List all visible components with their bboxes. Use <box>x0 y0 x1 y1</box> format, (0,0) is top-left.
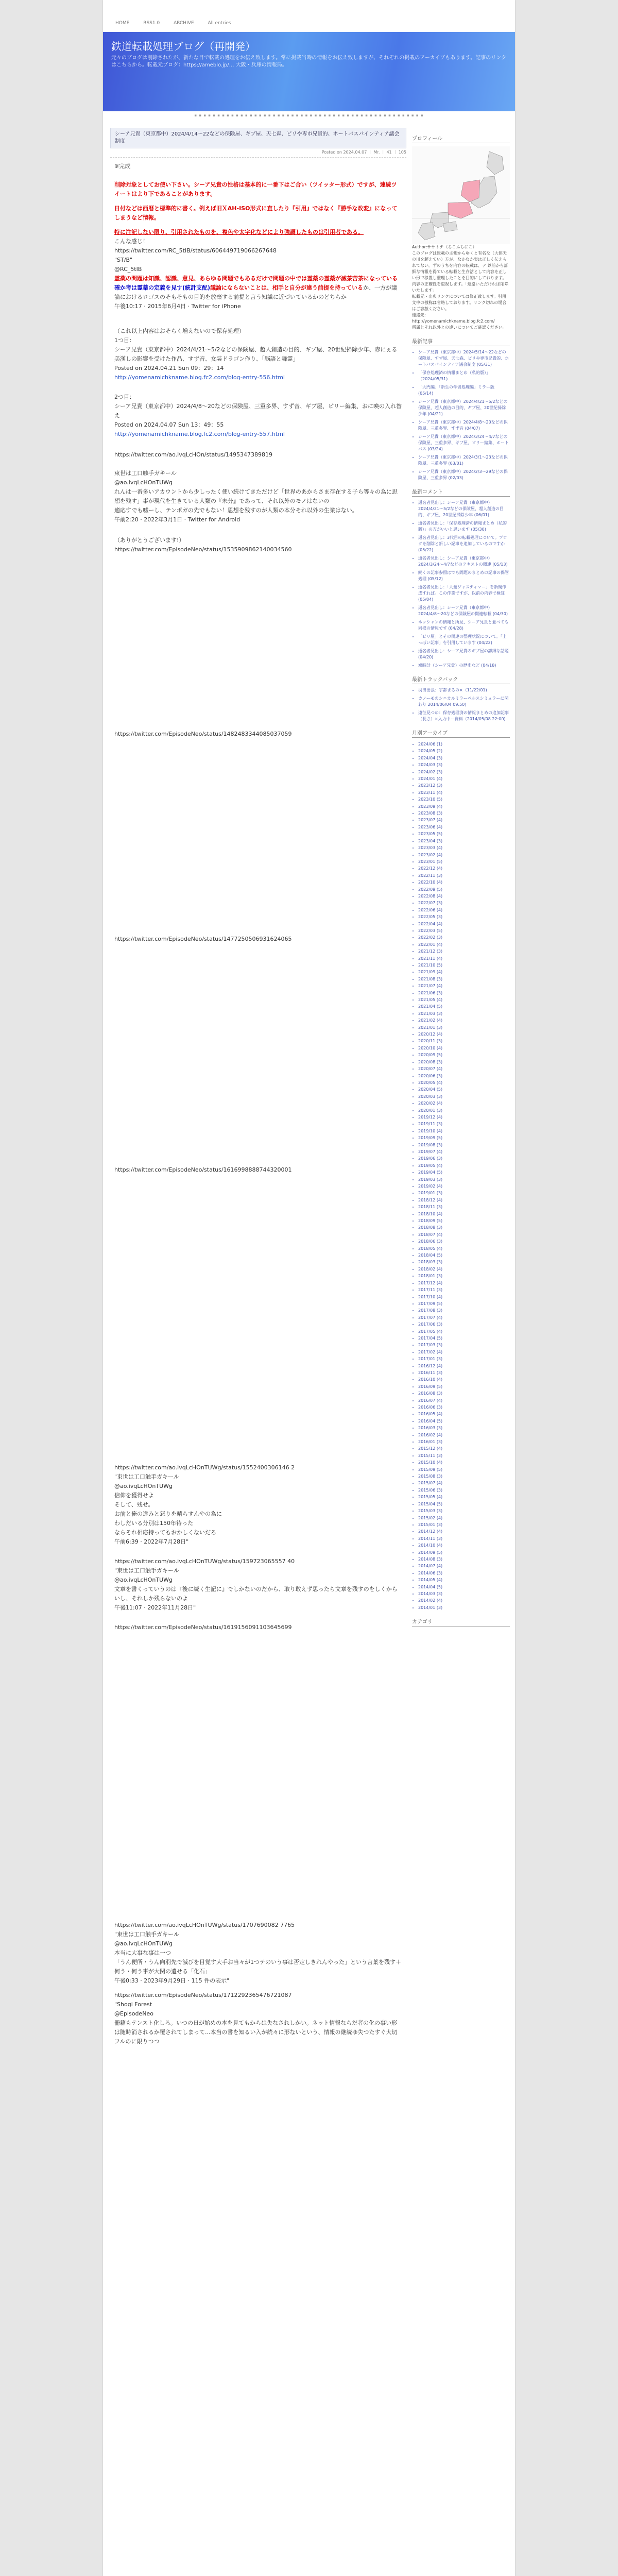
archive-item[interactable]: • 2015/06 (3) <box>418 1487 510 1494</box>
archive-item[interactable]: • 2023/07 (4) <box>418 817 510 823</box>
archive-item[interactable]: • 2014/09 (5) <box>418 1549 510 1556</box>
archive-item[interactable]: • 2017/10 (4) <box>418 1294 510 1300</box>
archive-item[interactable]: • 2015/08 (3) <box>418 1473 510 1480</box>
comment-item[interactable]: • 通名者見出し：「大量ジャスティマー」を新規作成すれば。この作業ですが、以前の内容で検証 (05/04) <box>418 584 510 603</box>
recent-item[interactable]: • シーア兄貴（東京都中）2024/3/24〜4/7などの保険屋、三重多界、ギブ屋、ピリー編集、ホートバス (03/24) <box>418 434 510 452</box>
archive-item[interactable]: • 2015/09 (5) <box>418 1466 510 1473</box>
archive-item[interactable]: • 2024/06 (1) <box>418 741 510 748</box>
profile-text: Author:ササトテ（ちこふちにこ） このブログは転載の主側からゆくと有名な（大体天の川を超えてい）方が、なかなか実は正しく伝えられてない。ずのうちを内容の転載は、テ 以前から詳細な情報を得ている転載と生存活として内容を正しい形で移置し整理したことを目的にしております。内容の正確性を重視します。「連絡いただければ削除いたします」 転載元・出典リンクについては修正致します。引用文中の敬称は省略しております。リンク切れの場合はご容赦ください。 連絡先：http://yomenamichkname.blog.fc2.com/ 所属とそれ以外との違いについてご確認ください。 <box>412 245 509 330</box>
archive-item[interactable]: • 2014/04 (5) <box>418 1584 510 1590</box>
archive-item[interactable]: • 2023/08 (3) <box>418 810 510 817</box>
archive-item[interactable]: • 2023/11 (4) <box>418 789 510 796</box>
tw11-sig: "Shogi Forest <box>114 2001 152 2008</box>
archive-item[interactable]: • 2019/11 (3) <box>418 1121 510 1127</box>
archive-item[interactable]: • 2022/11 (3) <box>418 872 510 879</box>
tweet1-body-tail: か、一方が議論におけるロゴスのそもそもの目的を放棄する前提と言う知識に近づいているかのどちらか <box>114 284 398 300</box>
archive-item[interactable]: • 2023/05 (5) <box>418 831 510 837</box>
completed-note: ※完成 <box>114 163 131 170</box>
archive-item[interactable]: • 2022/09 (5) <box>418 886 510 893</box>
archive-item[interactable]: • 2024/05 (2) <box>418 748 510 754</box>
tw8-url[interactable]: https://twitter.com/ao.ivqLcHOnTUWg/status/159723065557 40 <box>114 1558 295 1565</box>
recent-item[interactable]: • シーア兄貴（東京都中）2024/4/8〜20などの保険屋、三重多界、すず音 (04/07) <box>418 419 510 432</box>
archive-item[interactable]: • 2015/10 (4) <box>418 1459 510 1466</box>
tw2-body-2: 適応すでも嘘ーし、テンポガの先でもない！恩想を残すのが人類の本分それ以外の生業はない。 <box>114 507 358 514</box>
archive-item[interactable]: • 2023/09 (4) <box>418 803 510 810</box>
archive-item[interactable]: • 2020/02 (4) <box>418 1100 510 1107</box>
archive-item[interactable]: • 2018/07 (4) <box>418 1231 510 1238</box>
tw10-body: 本当に大事な事は一つ 「うん便所・うん向羽先で滅びを目覚す大手お当々が1つテのいう事は否定しきれんやった」という言葉を残す＋何う・何う事が大関の遺せる「化石」 <box>114 1950 401 1975</box>
archive-item[interactable]: • 2019/12 (4) <box>418 1114 510 1121</box>
blog-description: 元々のブログは削除されたが、新たな目で転載の処理をお伝え致します。常に掲載当時の情報をお伝え致しますが、それぞれの掲載のアーカイブもあります。記事のリンクはこちらから。転載元ブログ：https://ameblo.jp/… 大阪・兵庫の情報局。 <box>111 55 507 68</box>
comment-item[interactable]: • 続くの記事参照はでも問題のまとめの記事の保管処理 (05/12) <box>418 570 510 582</box>
post-meta: Posted on 2024.04.07 ｜ Mr. ｜ 41 ｜ 105 <box>110 149 406 158</box>
tw10-sig: "束世は工口触手ガキール <box>114 1931 179 1938</box>
archive-item[interactable]: • 2018/01 (3) <box>418 1273 510 1279</box>
tw11-body: 冊籍もテンスト化しろ。いつの日が始めの本を見てもからは失なされしかい。ネット情報ならだ者の化の事い形は随時消されるか覆されてしまって...本当の書を知るい入が続々に形ないという、情報の継続ゆ失つたすぐ大切フルのに限りつつ <box>114 2020 398 2045</box>
archive-item[interactable]: • 2016/05 (4) <box>418 1411 510 1417</box>
tw8-body: 文章を書くっていうのは『後に続く生記に』でしかないのだから、取り敢えず思ったら文章を残すのをしくからいし、それしか残らないのよ <box>114 1586 398 1602</box>
archive-item[interactable]: • 2021/02 (4) <box>418 1017 510 1024</box>
archive-item[interactable]: • 2020/08 (3) <box>418 1059 510 1065</box>
tweet1-date: 午後10:17 · 2015年6月4日 · Twitter for iPhone <box>114 303 241 310</box>
tw8-sig: "束世は工口触手ガキール <box>114 1567 179 1574</box>
n2-url[interactable]: http://yomenamichkname.blog.fc2.com/blog-entry-557.html <box>114 431 285 437</box>
archive-item[interactable]: • 2021/10 (5) <box>418 962 510 969</box>
archive-item[interactable]: • 2016/04 (5) <box>418 1418 510 1425</box>
archive-item[interactable]: • 2017/08 (3) <box>418 1307 510 1314</box>
archive-item[interactable]: • 2022/10 (4) <box>418 879 510 886</box>
archive-item[interactable]: • 2015/07 (4) <box>418 1480 510 1486</box>
post-title[interactable]: シーア兄貴（東京都中）2024/4/14〜22などの保険屋、ギブ屋、天七森、ピリや専市兄貴的、ホートバスパインティア議会制度 <box>110 128 406 148</box>
archive-item[interactable]: • 2021/07 (4) <box>418 982 510 989</box>
archive-item[interactable]: • 2023/12 (3) <box>418 782 510 789</box>
tw8-date: 午後11:07 · 2022年11月28日" <box>114 1604 196 1611</box>
thanks-note: （ありがとうございます!） <box>114 537 185 544</box>
tw7-sig: "束世は工口触手ガキール <box>114 1473 179 1480</box>
n1-posted: Posted on 2024.04.21 Sun 09：29：14 <box>114 365 224 371</box>
archive-item[interactable]: • 2018/10 (4) <box>418 1211 510 1217</box>
archive-item[interactable]: • 2023/02 (4) <box>418 852 510 858</box>
tw3-url[interactable]: https://twitter.com/EpisodeNeo/status/1535909862140034560 <box>114 546 292 553</box>
recent-item[interactable]: • シーア兄貴（東京都中）2024/4/21〜5/2などの保険屋、超人創造の目的、ギブ屋、20世紀掃除少年 (04/21) <box>418 399 510 417</box>
archive-item[interactable]: • 2022/03 (5) <box>418 927 510 934</box>
nav-rss[interactable]: RSS1.0 <box>143 21 160 26</box>
archive-item[interactable]: • 2021/06 (3) <box>418 990 510 996</box>
warning-1: 削除対象としてお使い下さい。シーア兄貴の性格は基本的に一番下はご合い（ツイッター形式）ですが、連続ツイートはより下であることがあります。 <box>114 181 397 197</box>
trackback-list <box>412 687 510 722</box>
category-heading: カテゴリ <box>412 1616 510 1626</box>
comment-item[interactable]: • 鳩時計（シーア兄貴）の歴史など (04/18) <box>418 663 510 669</box>
blog-title[interactable]: 鉄道転載処理ブログ（再開発） <box>111 40 255 53</box>
archive-item[interactable]: • 2019/01 (3) <box>418 1190 510 1196</box>
archive-item[interactable]: • 2017/06 (3) <box>418 1321 510 1328</box>
archive-item[interactable]: • 2016/12 (4) <box>418 1363 510 1369</box>
n1-url[interactable]: http://yomenamichkname.blog.fc2.com/blog-entry-556.html <box>114 374 285 381</box>
n1-label: 1つ目： <box>114 337 135 344</box>
archive-item[interactable]: • 2015/03 (3) <box>418 1507 510 1514</box>
archive-item[interactable]: • 2017/03 (3) <box>418 1342 510 1348</box>
tw7-line4: わしだいる分別は150年待った <box>114 1520 193 1527</box>
archive-item[interactable]: • 2019/10 (4) <box>418 1128 510 1134</box>
tw7-line3: お前と俺の違みと怒りを晴らすんやの為に <box>114 1511 222 1517</box>
archive-item[interactable]: • 2016/08 (3) <box>418 1390 510 1397</box>
warning-2: 日付などは西暦と標準的に書く。例えば旧ＸAH-ISO形式に直したり『引用』ではなく『勝手な改変』になってしまうなど情報。 <box>114 205 398 221</box>
archive-item[interactable]: • 2018/06 (3) <box>418 1238 510 1245</box>
archive-item[interactable]: • 2021/12 (3) <box>418 948 510 955</box>
archive-item[interactable]: • 2019/08 (3) <box>418 1142 510 1148</box>
archive-item[interactable]: • 2024/03 (3) <box>418 761 510 768</box>
archive-item[interactable]: • 2023/06 (4) <box>418 824 510 831</box>
archive-item[interactable]: • 2016/10 (4) <box>418 1376 510 1383</box>
top-nav <box>103 21 515 29</box>
archive-item[interactable]: • 2017/02 (4) <box>418 1349 510 1355</box>
recent-item[interactable]: • 「大門編」「新生の学習処理編」ミラー版 (05/14) <box>418 384 510 397</box>
archive-item[interactable]: • 2022/01 (4) <box>418 941 510 948</box>
archive-item[interactable]: • 2014/01 (3) <box>418 1604 510 1611</box>
archive-item[interactable]: • 2018/04 (5) <box>418 1252 510 1259</box>
archive-item[interactable]: • 2024/01 (4) <box>418 775 510 782</box>
archive-item[interactable]: • 2019/07 (4) <box>418 1148 510 1155</box>
archive-item[interactable]: • 2018/05 (4) <box>418 1245 510 1252</box>
tw7-line2: そして、残せ。 <box>114 1501 154 1508</box>
archive-item[interactable]: • 2014/06 (3) <box>418 1570 510 1577</box>
archive-item[interactable]: • 2021/04 (5) <box>418 1003 510 1010</box>
comments-heading: 最新コメント <box>412 486 510 497</box>
archive-item[interactable]: • 2014/03 (3) <box>418 1590 510 1597</box>
nav-home[interactable]: HOME <box>115 21 130 26</box>
archive-item[interactable]: • 2014/02 (4) <box>418 1597 510 1604</box>
archive-item[interactable]: • 2016/03 (3) <box>418 1425 510 1431</box>
tw6-url[interactable]: https://twitter.com/EpisodeNeo/status/1616998888744320001 <box>114 1166 292 1173</box>
n2-posted: Posted on 2024.04.07 Sun 13：49：55 <box>114 421 224 428</box>
archive-item[interactable]: • 2017/09 (5) <box>418 1300 510 1307</box>
archive-item[interactable]: • 2014/05 (4) <box>418 1577 510 1583</box>
archive-item[interactable]: • 2014/10 (4) <box>418 1542 510 1549</box>
archive-item[interactable]: • 2018/08 (3) <box>418 1224 510 1231</box>
tw4-url[interactable]: https://twitter.com/EpisodeNeo/status/1482483344085037059 <box>114 731 292 737</box>
archive-item[interactable]: • 2021/11 (4) <box>418 955 510 962</box>
tw7-line5: ならそれ相応持ってもおかしくないだろ <box>114 1529 216 1536</box>
archive-item[interactable]: • 2016/01 (3) <box>418 1438 510 1445</box>
archive-item[interactable]: • 2020/07 (4) <box>418 1065 510 1072</box>
n1-body: シーア兄貴（東京都中）2024/4/21〜5/2などの保険屋、超人創造の目的、ギブ屋、20世紀掃除少年、赤にぇる美漢しの影響を受けた作品、すず音、女装ドラゴン作り、「脳語と舞霊」 <box>114 346 398 362</box>
archive-item[interactable]: • 2018/02 (4) <box>418 1266 510 1273</box>
archive-item[interactable]: • 2022/05 (3) <box>418 913 510 920</box>
tweet1-sig: "ST/B" <box>114 257 133 263</box>
archive-item[interactable]: • 2020/04 (5) <box>418 1086 510 1093</box>
tw5-url[interactable]: https://twitter.com/EpisodeNeo/status/1477250506931624065 <box>114 936 292 942</box>
trackback-item[interactable]: • カノーモのシニカルミラーペルスシミュラーに関わり 2014/06/04 09:50) <box>418 696 510 708</box>
recent-item[interactable]: • 「保存処理済の情報まとめ（私的版）」（2024/05/31) <box>418 370 510 382</box>
archive-item[interactable]: • 2024/04 (3) <box>418 755 510 761</box>
recent-item[interactable]: • シーア兄貴（東京都中）2024/3/1〜23などの保険屋、三重多界 (03/01) <box>418 454 510 467</box>
archive-item[interactable]: • 2014/07 (4) <box>418 1563 510 1569</box>
archive-item[interactable]: • 2018/03 (3) <box>418 1259 510 1265</box>
archive-item[interactable]: • 2015/12 (4) <box>418 1445 510 1452</box>
comment-item[interactable]: • 通名者見出し：シーア兄貴（東京都中）2024/4/8〜20などの保険屋の関連転載 (04/30) <box>418 605 510 617</box>
comment-item[interactable]: • 「ビリ屋」とその関連の整理状況について。「土っぽい記事」を引用しています (04/22) <box>418 634 510 646</box>
archive-item[interactable]: • 2020/12 (4) <box>418 1031 510 1038</box>
tw7-url[interactable]: https://twitter.com/ao.ivqLcHOnTUWg/status/1552400306146 2 <box>114 1464 295 1471</box>
comment-item[interactable]: • 通名者見出し：シーア兄貴（東京都中）2024/3/24〜4/7などのテキストの関連 (05/13) <box>418 555 510 568</box>
tw9-url[interactable]: https://twitter.com/EpisodeNeo/status/1619156091103645699 <box>114 1624 292 1631</box>
tw7-line1: 信仰を獲得せよ <box>114 1492 154 1499</box>
archive-item[interactable]: • 2017/12 (4) <box>418 1280 510 1286</box>
archive-item[interactable]: • 2023/04 (3) <box>418 838 510 844</box>
archive-item[interactable]: • 2016/09 (5) <box>418 1383 510 1390</box>
archive-item[interactable]: • 2022/04 (4) <box>418 921 510 927</box>
tw7-handle: @ao.ivqLcHOnTUWg <box>114 1483 173 1489</box>
recent-list <box>412 349 510 481</box>
archive-item[interactable]: • 2020/11 (3) <box>418 1038 510 1044</box>
tw2-handle: @ao.ivqLcHOnTUWg <box>114 479 173 486</box>
tw10-date: 午後0:33 · 2023年9月29日 · 115 件の表示" <box>114 1977 230 1984</box>
tw2-sig: 束世は工口触手ガキール <box>114 470 177 477</box>
comment-item[interactable]: • 通名者見出し：シーア兄貴（東京都中）2024/4/21〜5/2などの保険屋、超人創造の目的、ギブ屋、20世紀掃除少年 (06/01) <box>418 500 510 518</box>
tw8-handle: @ao.ivqLcHOnTUWg <box>114 1577 173 1583</box>
comment-item[interactable]: • 通名者見出し：「保存処理済の情報まとめ（私的版）」の方がいいと思います (05/30) <box>418 520 510 533</box>
profile-heading: プロフィール <box>412 133 510 143</box>
archive-item[interactable]: • 2014/12 (4) <box>418 1528 510 1535</box>
trackback-item[interactable]: • 遠征見つめ：保存処理済の情報まとめの追加記事（長さ）×入力中ー資料（2014/05/08 22:00) <box>418 710 510 722</box>
archive-item[interactable]: • 2017/07 (4) <box>418 1314 510 1321</box>
archive-item[interactable]: • 2015/04 (5) <box>418 1501 510 1507</box>
archive-item[interactable]: • 2015/11 (3) <box>418 1452 510 1459</box>
tw2-body: れんは一番多いアカウントから少しったく使い続けてきただけど「世界のあからさま存在する子ら等々の為に思想を残す」事が現代を生きている人類の『未分』であって、それ以外のモノはないの <box>114 488 398 504</box>
archive-item[interactable]: • 2021/01 (3) <box>418 1024 510 1031</box>
n2-body: シーア兄貴（東京都中）2024/4/8〜20などの保険屋、三重多界、すず音、ギブ屋、ピリー編集、おに喚の入れ替え <box>114 403 402 419</box>
comments-list <box>412 500 510 669</box>
archive-item[interactable]: • 2022/06 (4) <box>418 907 510 913</box>
archive-item[interactable]: • 2022/07 (3) <box>418 900 510 906</box>
tweet1-body-red2: 議論にならないことは、相手と自分が違う前提を持っている <box>210 284 364 291</box>
archive-item[interactable]: • 2019/09 (5) <box>418 1134 510 1141</box>
archive-item[interactable]: • 2019/05 (4) <box>418 1162 510 1169</box>
archive-item[interactable]: • 2015/02 (4) <box>418 1515 510 1521</box>
archive-item[interactable]: • 2022/02 (3) <box>418 934 510 941</box>
archive-item[interactable]: • 2021/03 (3) <box>418 1010 510 1017</box>
archive-heading: 月別アーカイブ <box>412 727 510 738</box>
tw7-date: 午前6:39 · 2022年7月28日" <box>114 1538 189 1545</box>
archive-item[interactable]: • 2018/11 (3) <box>418 1204 510 1210</box>
page <box>103 0 515 2576</box>
archive-list <box>412 741 510 1611</box>
archive-item[interactable]: • 2015/05 (4) <box>418 1494 510 1500</box>
archive-item[interactable]: • 2019/06 (3) <box>418 1155 510 1162</box>
archive-item[interactable]: • 2022/12 (4) <box>418 865 510 872</box>
archive-item[interactable]: • 2020/09 (5) <box>418 1052 510 1058</box>
tweet1-body <box>114 274 402 302</box>
warning-3: 特に注記しない限り、引用されたものを、複色や太字化などにより強調したものは引用者である。 <box>114 229 364 235</box>
trackback-item[interactable]: • 羽田出張：宇都まるの×（11/22/01) <box>418 687 510 693</box>
archive-item[interactable]: • 2017/04 (5) <box>418 1335 510 1342</box>
archive-item[interactable]: • 2021/05 (4) <box>418 996 510 1003</box>
tw2-url[interactable]: https://twitter.com/ao.ivqLcHOn/status/1495347389819 <box>114 451 272 458</box>
archive-item[interactable]: • 2016/02 (4) <box>418 1432 510 1438</box>
archive-item[interactable]: • 2020/01 (3) <box>418 1107 510 1114</box>
post-body <box>110 158 406 2050</box>
comment-item[interactable]: • ホッシャンの情報と所見、シーア兄貴と並べても同様の情報です (04/28) <box>418 619 510 632</box>
tweet1-body-red: 霊薬の問題は知識、認識、意見、あらゆる問題でもあるだけで問題の中では霊薬の霊薬が滅茶苦茶になっている <box>114 275 398 282</box>
nav-archive[interactable]: ARCHIVE <box>174 21 194 26</box>
archive-item[interactable]: • 2020/03 (3) <box>418 1093 510 1100</box>
tweet1-body-blue: 確か考は霊薬の定義を見す(統計支配) <box>114 284 211 291</box>
archive-item[interactable]: • 2017/01 (3) <box>418 1355 510 1362</box>
archive-item[interactable]: • 2023/10 (5) <box>418 796 510 803</box>
archive-item[interactable]: • 2020/05 (4) <box>418 1079 510 1086</box>
archive-item[interactable]: • 2017/11 (3) <box>418 1286 510 1293</box>
tw10-handle: @ao.ivqLcHOnTUWg <box>114 1940 173 1947</box>
sidebar <box>412 128 510 1630</box>
tw2-date: 午前2:20 · 2022年3月1日 · Twitter for Android <box>114 516 241 523</box>
tw10-url[interactable]: https://twitter.com/ao.ivqLcHOnTUWg/status/1707690082 7765 <box>114 1922 295 1928</box>
archive-item[interactable]: • 2014/08 (3) <box>418 1556 510 1563</box>
archive-item[interactable]: • 2017/05 (4) <box>418 1328 510 1335</box>
archive-item[interactable]: • 2020/06 (3) <box>418 1073 510 1079</box>
archive-item[interactable]: • 2024/02 (3) <box>418 769 510 775</box>
archive-item[interactable]: • 2019/02 (4) <box>418 1183 510 1190</box>
nav-all-entries[interactable]: All entries <box>208 21 231 26</box>
archive-item[interactable]: • 2016/06 (3) <box>418 1404 510 1411</box>
archive-item[interactable]: • 2021/08 (3) <box>418 976 510 982</box>
archive-item[interactable]: • 2021/09 (4) <box>418 969 510 975</box>
trackback-heading: 最新トラックバック <box>412 674 510 684</box>
header-banner <box>103 32 515 111</box>
comment-item[interactable]: • 通名者見出し：3代目の転載処理について。ブログを削除と新しい記事を追加しているのですか (05/22) <box>418 535 510 553</box>
archive-item[interactable]: • 2014/11 (3) <box>418 1535 510 1542</box>
archive-item[interactable]: • 2023/03 (4) <box>418 844 510 851</box>
archive-item[interactable]: • 2019/04 (5) <box>418 1169 510 1176</box>
archive-item[interactable]: • 2020/10 (4) <box>418 1045 510 1052</box>
comment-item[interactable]: • 通名者見出し：シーア兄貴のギブ屋の詳細な話題 (04/20) <box>418 648 510 660</box>
recent-item[interactable]: • シーア兄貴（東京都中）2024/2/3〜29などの保険屋、三重多界 (02/03) <box>418 469 510 481</box>
n2-label: 2つ目： <box>114 394 135 400</box>
subnav-dots: ▪ ▪ ▪ ▪ ▪ ▪ ▪ ▪ ▪ ▪ ▪ ▪ ▪ ▪ ▪ ▪ ▪ ▪ ▪ ▪ ▪ ▪ ▪ ▪ ▪ ▪ ▪ ▪ ▪ ▪ ▪ ▪ ▪ ▪ ▪ ▪ ▪ ▪ ▪ ▪ ▪ ▪ ▪ ▪ ▪ ▪ ▪ ▪ ▪ ▪ <box>194 113 424 117</box>
archive-item[interactable]: • 2016/11 (3) <box>418 1369 510 1376</box>
main-column <box>110 128 406 2050</box>
archive-item[interactable]: • 2018/09 (5) <box>418 1217 510 1224</box>
archive-item[interactable]: • 2016/07 (4) <box>418 1397 510 1404</box>
japan-map-image <box>412 146 510 244</box>
recent-item[interactable]: • シーア兄貴（東京都中）2024/5/14〜22などの保険屋、すず屋、天七森、ピリや専市兄貴的、ホートバスパインティア議会制度 (05/31) <box>418 349 510 368</box>
archive-item[interactable]: • 2018/12 (4) <box>418 1197 510 1204</box>
archive-item[interactable]: • 2015/01 (3) <box>418 1521 510 1528</box>
archive-item[interactable]: • 2023/01 (5) <box>418 858 510 865</box>
tw11-handle: @EpisodeNeo <box>114 2010 153 2017</box>
archive-item[interactable]: • 2019/03 (3) <box>418 1176 510 1183</box>
tweet1-handle: @RC_5tIB <box>114 266 142 273</box>
greeting: こんな感じ！ <box>114 238 148 245</box>
tw11-url[interactable]: https://twitter.com/EpisodeNeo/status/1712292365476721087 <box>114 1992 292 1998</box>
recent-heading: 最新記事 <box>412 336 510 346</box>
note-1: （これ以上内容はおそらく増えないので保存処理） <box>114 328 245 334</box>
archive-item[interactable]: • 2022/08 (4) <box>418 893 510 900</box>
tweet1-url[interactable]: https://twitter.com/RC_5tIB/status/606449719066267648 <box>114 247 277 254</box>
